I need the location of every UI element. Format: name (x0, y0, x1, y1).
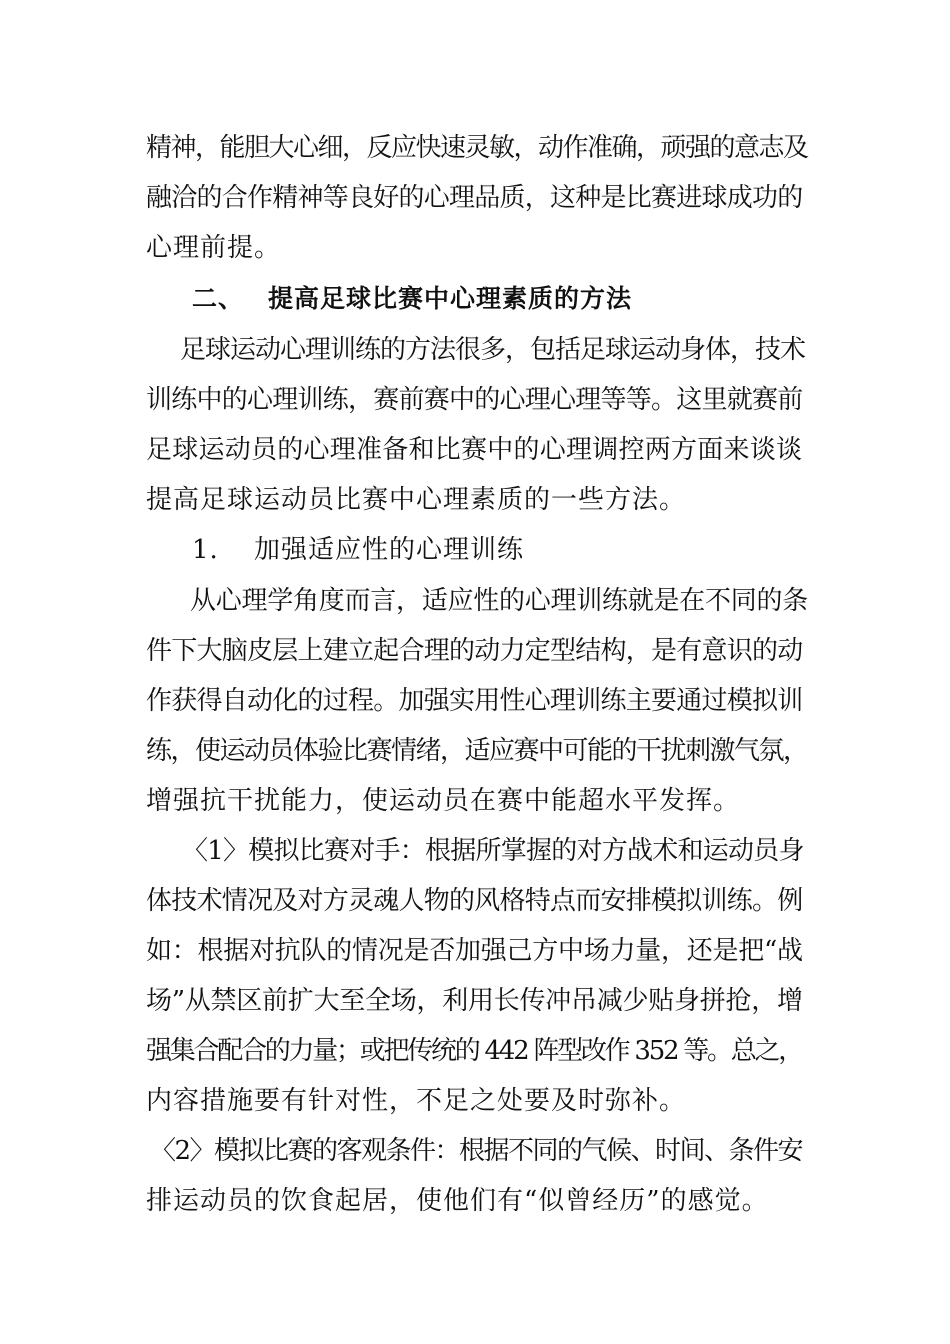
paragraph-line: 场”从禁区前扩大至全场，利用长传冲吊减少贴身拼抢，增 (146, 986, 803, 1016)
paragraph-line: 增强抗干扰能力，使运动员在赛中能超水平发挥。 (146, 786, 741, 816)
paragraph-line: 足球运动员的心理准备和比赛中的心理调控两方面来谈谈 (146, 435, 803, 465)
subsection-number: 1. (192, 535, 219, 565)
paragraph-line: 体技术情况及对方灵魂人物的风格特点而安排模拟训练。例 (146, 886, 803, 916)
paragraph-line: 强集合配合的力量；或把传统的 442 阵型改作 352 等。总之， (146, 1036, 803, 1066)
paragraph-line: 内容措施要有针对性，不足之处要及时弥补。 (146, 1086, 687, 1116)
paragraph-line: 从心理学角度而言，适应性的心理训练就是在不同的条 (190, 586, 809, 616)
paragraph-line: 足球运动心理训练的方法很多，包括足球运动身体，技术 (180, 335, 806, 365)
paragraph-line: 提高足球运动员比赛中心理素质的一些方法。 (146, 485, 687, 515)
paragraph-line: 〈1〉模拟比赛对手：根据所掌握的对方战术和运动员身 (182, 836, 804, 866)
paragraph-line: 心理前提。 (146, 233, 282, 263)
section-heading-number: 二、 (192, 284, 245, 313)
paragraph-line: 排运动员的饮食起居，使他们有“似曾经历”的感觉。 (146, 1186, 769, 1216)
paragraph-line: 练，使运动员体验比赛情绪，适应赛中可能的干扰刺激气氛， (146, 736, 808, 766)
paragraph-line: 如：根据对抗队的情况是否加强己方中场力量，还是把“战 (146, 936, 803, 966)
paragraph-line: 作获得自动化的过程。加强实用性心理训练主要通过模拟训 (146, 686, 803, 716)
paragraph-line: 件下大脑皮层上建立起合理的动力定型结构，是有意识的动 (146, 636, 803, 666)
paragraph-line: 精神，能胆大心细，反应快速灵敏，动作准确，顽强的意志及 (146, 133, 808, 163)
subsection-title: 加强适应性的心理训练 (254, 535, 525, 565)
section-heading-title: 提高足球比赛中心理素质的方法 (268, 284, 633, 313)
paragraph-line: 融洽的合作精神等良好的心理品质，这种是比赛进球成功的 (146, 183, 803, 213)
paragraph-line: 〈2〉模拟比赛的客观条件：根据不同的气候、时间、条件安 (150, 1136, 803, 1166)
paragraph-line: 训练中的心理训练，赛前赛中的心理心理等等。这里就赛前 (146, 385, 803, 415)
